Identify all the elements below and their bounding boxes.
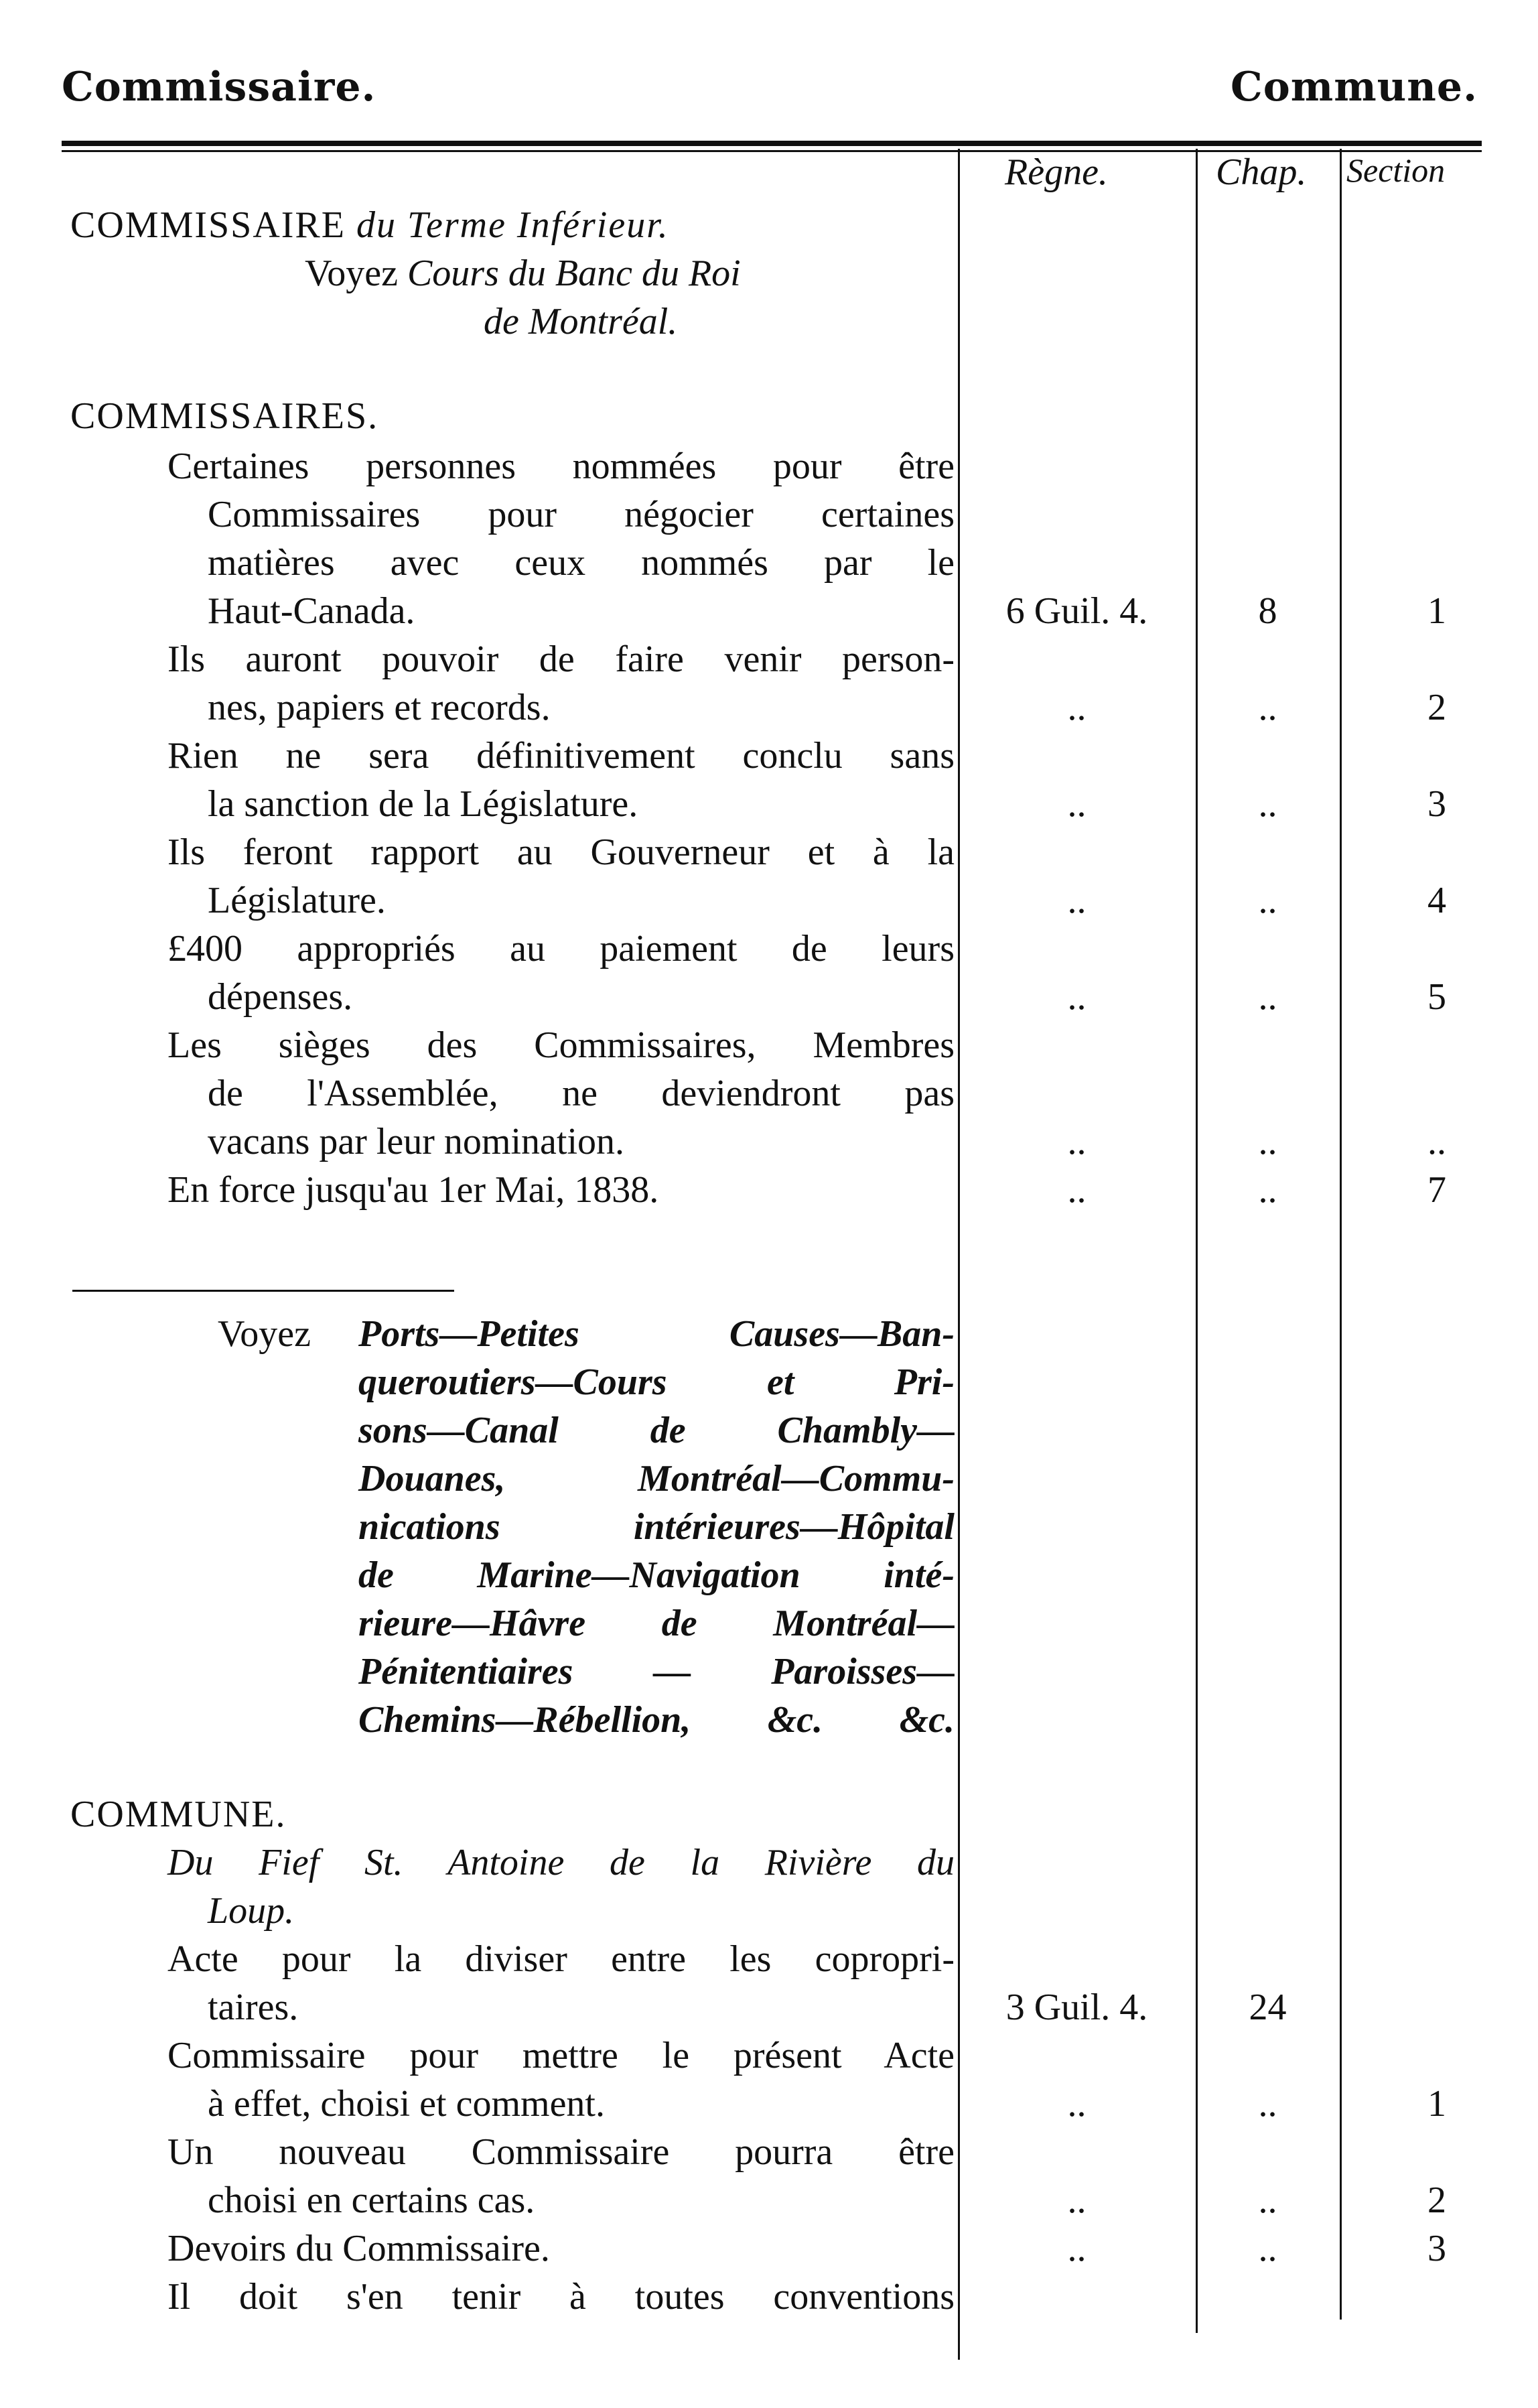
section-divider <box>72 1290 454 1292</box>
section-value: 5 <box>1427 976 1446 1018</box>
regne-value: .. <box>1067 880 1087 921</box>
voyez-text: de Marine—Navigation inté- <box>358 1554 955 1596</box>
index-line <box>0 2031 1538 2080</box>
index-line <box>0 539 1538 587</box>
index-line <box>0 635 1538 683</box>
voyez-line <box>0 1503 1538 1551</box>
index-line <box>0 1166 1538 1214</box>
voyez-text: Ports—Petites Causes—Ban- <box>358 1313 955 1355</box>
index-text: Ils feront rapport au Gouverneur et à la <box>167 831 955 873</box>
see-reference-row <box>0 249 1538 297</box>
entry-heading: COMMUNE. <box>70 1794 287 1835</box>
index-line <box>0 1935 1538 1983</box>
voyez-text: queroutiers—Cours et Pri- <box>358 1361 955 1403</box>
chap-value: .. <box>1258 976 1277 1018</box>
regne-value: .. <box>1067 1169 1087 1211</box>
index-text: Il doit s'en tenir à toutes conventions <box>167 2276 955 2318</box>
index-line <box>0 973 1538 1021</box>
voyez-text: Pénitentiaires — Paroisses— <box>358 1651 955 1692</box>
section-value: 3 <box>1427 2228 1446 2269</box>
chap-value: .. <box>1258 1121 1277 1162</box>
index-line <box>0 490 1538 539</box>
entry-heading-row <box>0 201 1538 249</box>
index-text: Les sièges des Commissaires, Membres <box>167 1024 955 1066</box>
regne-value: .. <box>1067 2180 1087 2221</box>
index-line <box>0 2080 1538 2128</box>
voyez-line <box>0 1599 1538 1648</box>
index-text: Législature. <box>208 880 386 921</box>
voyez-text: rieure—Hâvre de Montréal— <box>358 1603 955 1644</box>
chap-value: .. <box>1258 2083 1277 2125</box>
index-text: matières avec ceux nommés par le <box>208 542 955 584</box>
regne-value: .. <box>1067 976 1087 1018</box>
see-reference-row <box>0 297 1538 346</box>
entry-heading: COMMISSAIRE du Terme Inférieur. <box>70 204 669 246</box>
index-text: Devoirs du Commissaire. <box>167 2228 550 2269</box>
see-reference: de Montréal. <box>484 301 678 342</box>
regne-value: 6 Guil. 4. <box>1005 590 1148 632</box>
section-value: 3 <box>1427 783 1446 825</box>
chap-value: .. <box>1258 880 1277 921</box>
index-line <box>0 2176 1538 2224</box>
header-rule <box>62 141 1482 146</box>
voyez-label: Voyez <box>218 1313 311 1355</box>
section-value: 1 <box>1427 590 1446 632</box>
voyez-line <box>0 1406 1538 1455</box>
index-line <box>0 2128 1538 2176</box>
index-text: En force jusqu'au 1er Mai, 1838. <box>167 1169 659 1211</box>
running-head-right: Commune. <box>1230 64 1478 111</box>
column-header-regne: Règne. <box>1005 151 1108 193</box>
index-line <box>0 1838 1538 1887</box>
section-value: 4 <box>1427 880 1446 921</box>
voyez-line <box>0 1551 1538 1599</box>
see-reference: Voyez Cours du Banc du Roi <box>305 253 741 294</box>
index-text: nes, papiers et records. <box>208 687 551 728</box>
chap-value: .. <box>1258 783 1277 825</box>
column-header-section: Section <box>1346 151 1446 189</box>
voyez-line <box>0 1455 1538 1503</box>
voyez-text: nications intérieures—Hôpital <box>358 1506 955 1548</box>
index-text: Un nouveau Commissaire pourra être <box>167 2131 955 2173</box>
voyez-text: Douanes, Montréal—Commu- <box>358 1458 955 1499</box>
index-text: £400 appropriés au paiement de leurs <box>167 928 955 969</box>
index-line <box>0 2273 1538 2321</box>
index-line <box>0 442 1538 490</box>
index-line <box>0 2224 1538 2273</box>
index-line <box>0 876 1538 925</box>
index-line <box>0 1983 1538 2031</box>
section-value: 7 <box>1427 1169 1446 1211</box>
index-text: dépenses. <box>208 976 353 1018</box>
entry-heading-row <box>0 392 1538 440</box>
voyez-line <box>0 1358 1538 1406</box>
index-line <box>0 732 1538 780</box>
voyez-line <box>0 1696 1538 1744</box>
index-line <box>0 1069 1538 1118</box>
regne-value: .. <box>1067 783 1087 825</box>
index-text: choisi en certains cas. <box>208 2180 535 2221</box>
index-line <box>0 780 1538 828</box>
index-text: Acte pour la diviser entre les copropri- <box>167 1938 955 1980</box>
section-value: 1 <box>1427 2083 1446 2125</box>
column-header-chap: Chap. <box>1216 151 1307 193</box>
regne-value: .. <box>1067 687 1087 728</box>
voyez-text: sons—Canal de Chambly— <box>358 1410 955 1451</box>
index-line <box>0 683 1538 732</box>
regne-value: .. <box>1067 2228 1087 2269</box>
index-line <box>0 828 1538 876</box>
running-head-left: Commissaire. <box>62 64 376 111</box>
index-text: Commissaire pour mettre le présent Acte <box>167 2035 955 2076</box>
index-line <box>0 1021 1538 1069</box>
index-text: la sanction de la Législature. <box>208 783 638 825</box>
chap-value: .. <box>1258 1169 1277 1211</box>
subheading-text: Loup. <box>208 1890 295 1932</box>
index-text: à effet, choisi et comment. <box>208 2083 605 2125</box>
index-line <box>0 587 1538 635</box>
index-text: Certaines personnes nommées pour être <box>167 446 955 487</box>
index-text: Rien ne sera définitivement conclu sans <box>167 735 955 777</box>
entry-heading: COMMISSAIRES. <box>70 395 379 437</box>
index-text: taires. <box>208 1987 299 2028</box>
index-text: de l'Assemblée, ne deviendront pas <box>208 1073 955 1114</box>
voyez-line <box>0 1648 1538 1696</box>
index-text: Commissaires pour négocier certaines <box>208 494 955 535</box>
voyez-line <box>0 1310 1538 1358</box>
subheading-text: Du Fief St. Antoine de la Rivière du <box>167 1842 955 1883</box>
index-line <box>0 925 1538 973</box>
section-value: 2 <box>1427 687 1446 728</box>
regne-value: .. <box>1067 2083 1087 2125</box>
regne-value: .. <box>1067 1121 1087 1162</box>
section-value: .. <box>1427 1121 1446 1162</box>
chap-value: .. <box>1258 2180 1277 2221</box>
index-text: Ils auront pouvoir de faire venir person- <box>167 639 955 680</box>
index-text: Haut-Canada. <box>208 590 415 632</box>
chap-value: 8 <box>1258 590 1277 632</box>
index-text: vacans par leur nomination. <box>208 1121 625 1162</box>
chap-value: .. <box>1258 687 1277 728</box>
entry-heading-row <box>0 1790 1538 1838</box>
index-line <box>0 1118 1538 1166</box>
chap-value: 24 <box>1249 1987 1287 2028</box>
chap-value: .. <box>1258 2228 1277 2269</box>
index-line <box>0 1887 1538 1935</box>
regne-value: 3 Guil. 4. <box>1005 1987 1148 2028</box>
section-value: 2 <box>1427 2180 1446 2221</box>
voyez-text: Chemins—Rébellion, &c. &c. <box>358 1699 955 1741</box>
